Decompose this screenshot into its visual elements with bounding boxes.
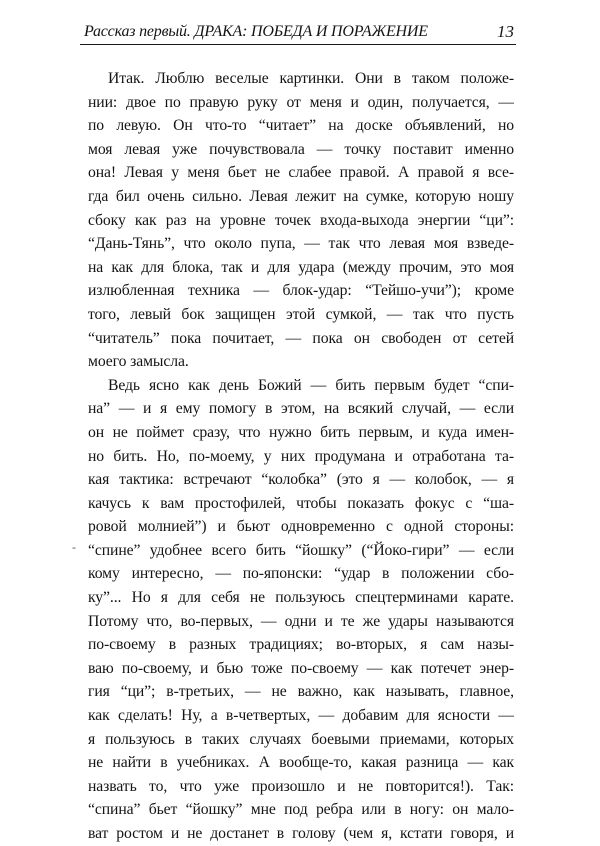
text-line: “спине” удобнее всего бить “йошку” (“Йоко-гири” — если [88,541,514,559]
text-line: на” — и я ему помогу в этом, на всякий случай, — если [88,400,514,418]
text-line: нии: двое по правую руку от меня и один, получается, — [88,93,514,111]
text-line: ват ростом и не достанет в голову (чем я, кстати говоря, и [88,825,514,842]
text-line: не найти в учебниках. А вообще-то, какая разница — как [88,754,514,772]
text-line: ку”... Но я для себя не пользуюсь спецтерминами карате. [88,589,514,607]
text-line: на как для блока, так и для удара (между прочим, это моя [88,258,514,276]
text-line: моя левая уже почувствовала — точку поставит именно [88,140,514,158]
text-line: по левую. Он что-то “читает” на доске объявлений, но [88,117,514,135]
body-text [88,67,514,846]
margin-mark: - [72,540,76,554]
text-line: назвать то, что уже произошло и не повторится!). Так: [88,777,514,795]
text-line: как сделать! Ну, а в-четвертых, — добавим для ясности — [88,707,514,725]
text-line: она! Левая у меня бьет не слабее правой. А правой я все- [88,164,514,182]
text-line: моего замысла. [88,353,189,371]
text-line: излюбленная техника — блок-удар: “Тейшо-учи”); кроме [88,282,514,300]
text-line: “Дань-Тянь”, что около пупа, — так что левая моя взведе- [88,235,514,253]
text-line: “спина” бьет “йошку” мне под ребра или в ногу: он мало- [88,801,514,819]
text-line: гда бил очень сильно. Левая лежит на сумке, которую ношу [88,187,514,205]
text-line: Потому что, во-первых, — одни и те же удары называются [88,612,514,630]
text-line: но бить. Но, по-моему, у них продумана и отработана та- [88,447,514,465]
text-line: ваю по-своему, и бью тоже по-своему — как потечет энер- [88,659,514,677]
running-header [80,20,516,45]
text-line: Ведь ясно как день Божий — бить первым будет “спи- [108,376,514,394]
text-line: Итак. Люблю веселые картинки. Они в таком положе- [108,70,514,87]
text-line: кая тактика: встречают “колобка” (это я — колобок, — я [88,471,514,489]
text-line: “читатель” пока почитает, — пока он свободен от сетей [88,329,514,347]
text-line: кому интересно, — по-японски: “удар в положении сбо- [88,565,514,583]
text-line: он не поймет сразу, что нужно бить первым, и куда имен- [88,423,514,441]
chapter-title: Рассказ первый. ДРАКА: ПОБЕДА И ПОРАЖЕНИЕ [84,23,428,40]
text-line: сбоку как раз на уровне точек входа-выхода энергии “ци”: [88,211,514,229]
text-line: того, левый бок защищен этой сумкой, — так что пусть [88,305,514,323]
text-line: я пользуюсь в таких случаях боевыми приемами, которых [88,730,514,748]
text-line: качусь к вам простофилей, чтобы показать фокус с “ша- [88,494,514,512]
text-line: гия “ци”; в-третьих, — не важно, как называть, главное, [88,683,514,701]
page-number: 13 [497,22,514,41]
text-line: по-своему в разных традициях; во-вторых, я сам назы- [88,636,514,654]
text-line: ровой молнией”) и бьют одновременно с одной стороны: [88,518,514,536]
